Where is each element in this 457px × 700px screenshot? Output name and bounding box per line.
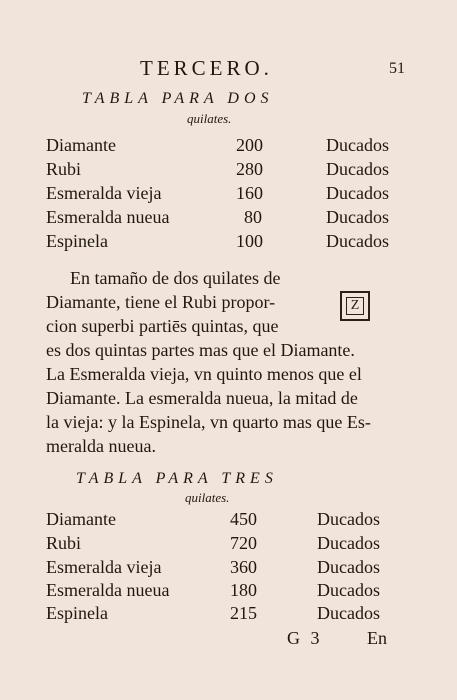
ornament-letter: Z (350, 298, 360, 313)
paragraph-line: Diamante, tiene el Rubi propor- (46, 292, 276, 312)
paragraph-line: meralda nueua. (46, 436, 156, 456)
table-row-currency: Ducados (317, 580, 380, 600)
table-row-name: Esmeralda vieja (46, 557, 162, 577)
table-row-value: 280 (236, 159, 263, 179)
table-row-value: 450 (230, 509, 257, 529)
table-row-currency: Ducados (317, 557, 380, 577)
table-row-currency: Ducados (317, 533, 380, 553)
table-row-currency: Ducados (326, 207, 389, 227)
table-row-currency: Ducados (326, 183, 389, 203)
table-row-value: 160 (236, 183, 263, 203)
signature-mark: G 3 (287, 628, 323, 648)
table-row-name: Esmeralda vieja (46, 183, 162, 203)
table-row-name: Rubi (46, 159, 82, 179)
table-row-value: 360 (230, 557, 257, 577)
table-row-currency: Ducados (317, 603, 380, 623)
table-row-name: Esmeralda nueua (46, 207, 170, 227)
table-row-value: 215 (230, 603, 257, 623)
paragraph-line: cion superbi partiēs quintas, que (46, 316, 279, 336)
table-two-title: TABLA PARA TRES (76, 470, 278, 487)
table-row-name: Rubi (46, 533, 82, 553)
table-row-value: 100 (236, 231, 263, 251)
table-row-value: 200 (236, 135, 263, 155)
catchword: En (367, 628, 387, 648)
paragraph-line: Diamante. La esmeralda nueua, la mitad de (46, 388, 358, 408)
paragraph-line: es dos quintas partes mas que el Diamante. (46, 340, 355, 360)
table-row-name: Espinela (46, 231, 108, 251)
table-row-name: Diamante (46, 509, 116, 529)
paragraph-line: la vieja: y la Espinela, vn quarto mas que Es- (46, 412, 371, 432)
table-one-title: TABLA PARA DOS (82, 90, 274, 107)
table-row-currency: Ducados (326, 135, 389, 155)
ornament-box (340, 291, 370, 321)
running-head: TERCERO. (140, 56, 273, 80)
table-row-value: 720 (230, 533, 257, 553)
paragraph-line: La Esmeralda vieja, vn quinto menos que el (46, 364, 362, 384)
table-row-name: Espinela (46, 603, 108, 623)
table-row-currency: Ducados (317, 509, 380, 529)
table-row-name: Esmeralda nueua (46, 580, 170, 600)
table-row-name: Diamante (46, 135, 116, 155)
table-row-currency: Ducados (326, 159, 389, 179)
table-row-value: 80 (244, 207, 262, 227)
table-row-value: 180 (230, 580, 257, 600)
table-row-currency: Ducados (326, 231, 389, 251)
paragraph-line: En tamaño de dos quilates de (70, 268, 281, 288)
table-two-subtitle: quilates. (185, 490, 230, 505)
table-one-subtitle: quilates. (187, 111, 232, 126)
folio-number: 51 (389, 60, 405, 77)
